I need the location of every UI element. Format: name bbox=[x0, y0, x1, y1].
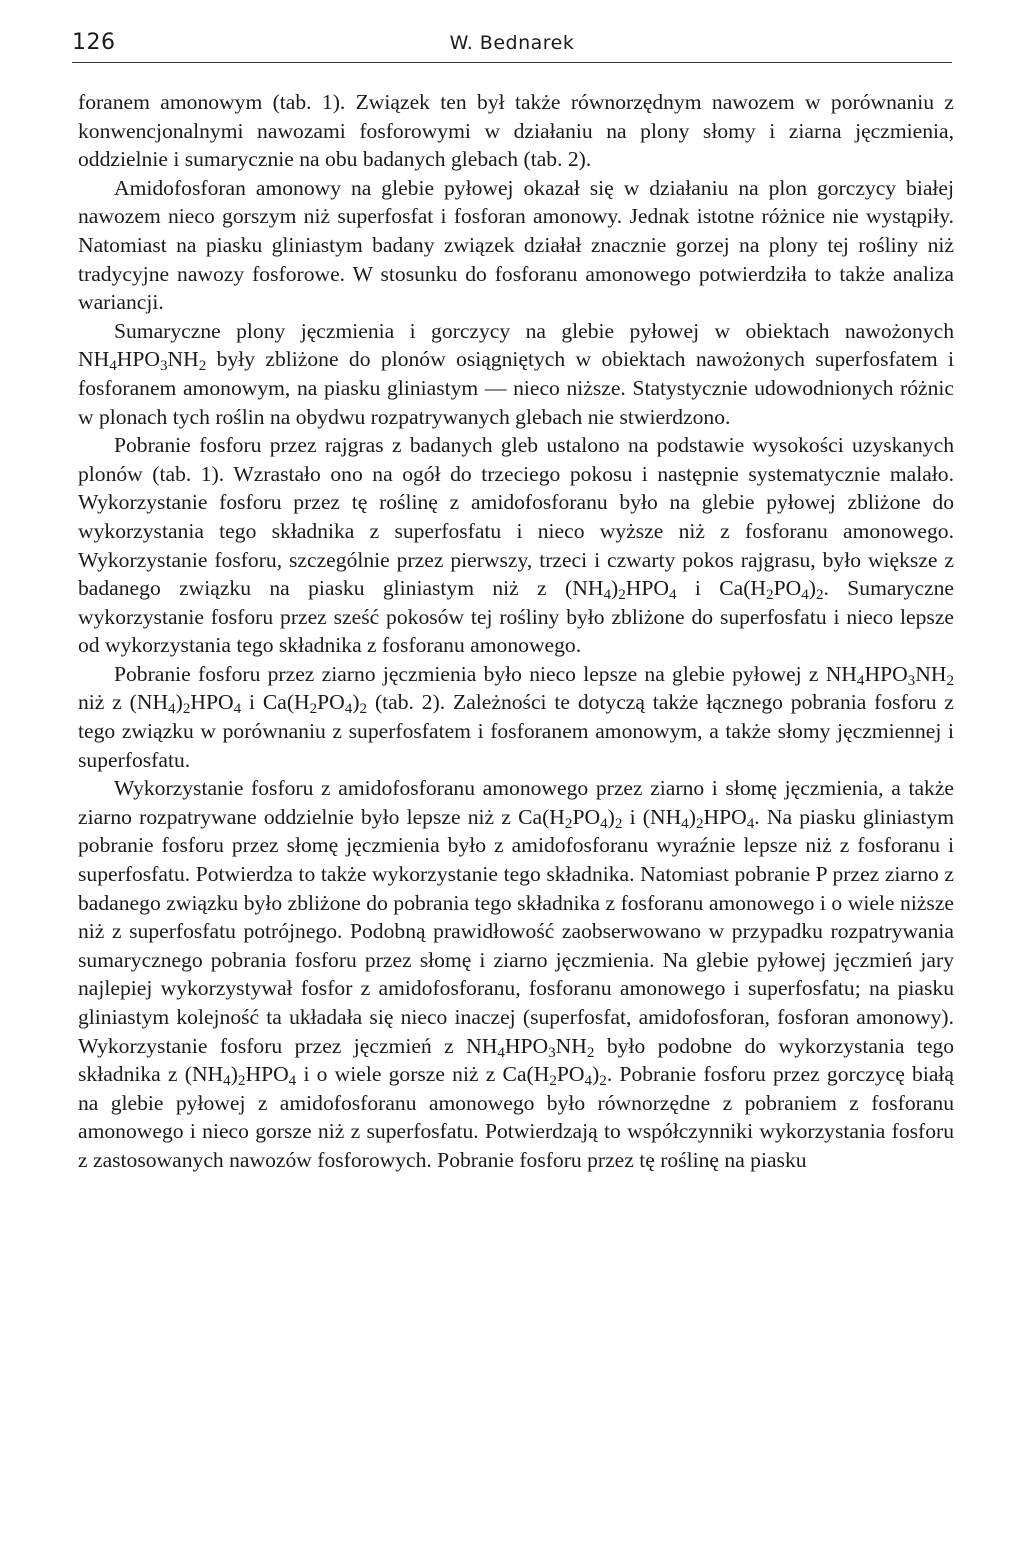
page-header bbox=[72, 28, 952, 63]
paragraph: Sumaryczne plony jęczmienia i gorczycy na glebie pyłowej w obiektach nawożonych $NH_4HPO_3NH_2$ były zbliżone do plonów osiągniętych w obiektach nawożonych superfosfatem i fosforanem amonowym, na piasku gliniastym — nieco niższe. Statystycznie udowodnionych różnic w plonach tych roślin na obydwu rozpatrywanych glebach nie stwierdzono. bbox=[78, 318, 954, 429]
body-text bbox=[78, 88, 954, 1175]
paragraph: Pobranie fosforu przez ziarno jęczmienia było nieco lepsze na glebie pyłowej z $NH_4HPO_3NH_2$ niż z $(NH_4)_2HPO_4$ i $Ca(H_2PO_4)_2$ (tab. 2). Zależności te dotyczą także łącznego pobrania fosforu z tego związku w porównaniu z superfosfatem i fosforanem amonowym, a także słomy jęczmiennej i superfosfatu. bbox=[78, 661, 954, 772]
paragraph: foranem amonowym (tab. 1). Związek ten był także równorzędnym nawozem w porównaniu z konwencjonalnymi nawozami fosforowymi w działaniu na plony słomy i ziarna jęczmienia, oddzielnie i sumarycznie na obu badanych glebach (tab. 2). bbox=[78, 90, 954, 172]
paragraph: Wykorzystanie fosforu z amidofosforanu amonowego przez ziarno i słomę jęczmienia, a także ziarno rozpatrywane oddzielnie było lepsze niż z $Ca(H_2PO_4)_2$ i $(NH_4)_2HPO_4$. Na piasku gliniastym pobranie fosforu przez słomę jęczmienia było z amidofosforanu wyraźnie lepsze niż z fosforanu i superfosfatu. Potwierdza to także wykorzystanie tego składnika. Natomiast pobranie P przez ziarno z badanego związku było zbliżone do pobrania tego składnika z fosforanu amonowego i o wiele niższe niż z superfosfatu potrójnego. Podobną prawidłowość zaobserwowano w przypadku rozpatrywania sumarycznego pobrania fosforu przez słomę i ziarno jęczmienia. Na glebie pyłowej jęczmień jary najlepiej wykorzystywał fosfor z amidofosforanu, fosforanu amonowego i superfosfatu; na piasku gliniastym kolejność ta układała się nieco inaczej (superfosfat, amidofosforan, fosforan amonowy). Wykorzystanie fosforu przez jęczmień z $NH_4HPO_3NH_2$ było podobne do wykorzystania tego składnika z $(NH_4)_2HPO_4$ i o wiele gorsze niż z $Ca(H_2PO_4)_2$. Pobranie fosforu przez gorczycę białą na glebie pyłowej z amidofosforanu amonowego było równorzędne z pobraniem z fosforanu amonowego i nieco gorsze niż z superfosfatu. Potwierdzają to współczynniki wykorzystania fosforu z zastosowanych nawozów fosforowych. Pobranie fosforu przez tę roślinę na piasku bbox=[78, 776, 954, 1172]
page-number: 126 bbox=[72, 30, 116, 55]
paragraph: Pobranie fosforu przez rajgras z badanych gleb ustalono na podstawie wysokości uzyskanych plonów (tab. 1). Wzrastało ono na ogół do trzeciego pokosu i następnie systematycznie malało. Wykorzystanie fosforu przez tę roślinę z amidofosforanu było na glebie pyłowej zbliżone do wykorzystania tego składnika z superfosfatu i nieco wyższe niż z fosforanu amonowego. Wykorzystanie fosforu, szczególnie przez pierwszy, trzeci i czwarty pokos rajgrasu, było większe z badanego związku na piasku gliniastym niż z $(NH_4)_2HPO_4$ i $Ca(H_2PO_4)_2$. Sumaryczne wykorzystanie fosforu przez sześć pokosów tej rośliny było zbliżone do superfosfatu i nieco lepsze od wykorzystania tego składnika z fosforanu amonowego. bbox=[78, 433, 954, 658]
paragraph: Amidofosforan amonowy na glebie pyłowej okazał się w działaniu na plon gorczycy białej nawozem nieco gorszym niż superfosfat i fosforan amonowy. Jednak istotne różnice nie wystąpiły. Natomiast na piasku gliniastym badany związek działał znacznie gorzej na plony tej rośliny niż tradycyjne nawozy fosforowe. W stosunku do fosforanu amonowego potwierdziła to także analiza wariancji. bbox=[78, 175, 954, 315]
running-head-author: W. Bednarek bbox=[449, 32, 575, 54]
